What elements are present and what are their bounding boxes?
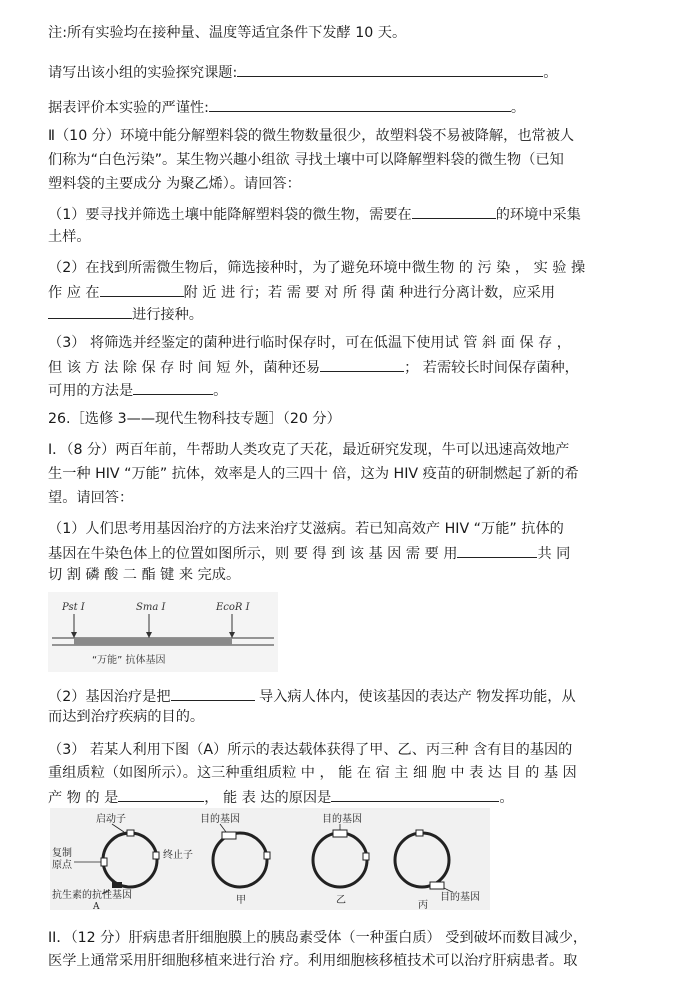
antibody-gene-label: “万能” 抗体基因 [92, 655, 166, 666]
section2-q1-text2: 的环境中采集 [495, 207, 581, 223]
q26-q3-line1: （3） 若某人利用下图（A）所示的表达载体获得了甲、乙、丙三种 含有目的基因的 [48, 742, 573, 758]
question-topic-end: 。 [543, 65, 558, 81]
plasmid-yi-label: 乙 [336, 895, 346, 906]
q26-q3-text: 产 物 的 是 [48, 790, 119, 806]
terminator-label: 终止子 [163, 850, 193, 861]
plasmid-jia-mark [264, 852, 270, 859]
section2-q2-text3: 进行接种。 [132, 307, 203, 323]
q26-q1-line3: 切 割 磷 酸 二 酯 键 来 完成。 [48, 567, 241, 583]
chromosome-gene-figure [48, 592, 278, 672]
enzyme-label-pst: Pst Ⅰ [62, 602, 85, 613]
section2-q2-text: 作 应 在 [48, 285, 100, 301]
section2-q1-line2: 土样。 [48, 229, 91, 245]
origin-label-line2: 原点 [52, 860, 72, 871]
promoter-label: 启动子 [96, 814, 126, 825]
section2-q3-line3 [48, 380, 227, 400]
section2-intro-line3: 塑料袋的主要成分 为聚乙烯）。请回答： [48, 176, 301, 192]
answer-blank-26q2[interactable] [171, 686, 255, 701]
answer-blank-s2q1[interactable] [412, 204, 496, 219]
q26-q1-text: 基因在牛染色体上的位置如图所示，则 要 得 到 该 基 因 需 要 用 [48, 546, 458, 562]
q26-q3-text2: ， 能 表 达的原因是 [204, 790, 332, 806]
answer-blank-rigor[interactable] [209, 97, 511, 112]
q26-q3-line2: 重组质粒（如图所示）。这三种重组质粒 中 ， 能 在 宿 主 细 胞 中 表 达 目 的 基 因 [48, 765, 577, 781]
plasmid-figure [50, 808, 490, 910]
enzyme-label-ecor: EcoR Ⅰ [216, 602, 250, 613]
q26-q2-line2: 而达到治疗疾病的目的。 [48, 709, 205, 725]
plasmid-a-promoter-mark [127, 830, 134, 836]
plasmid-bing-target-gene [430, 882, 444, 889]
q26-q2-line1 [48, 686, 576, 706]
section2-q3-end: 。 [213, 383, 228, 399]
section2-q2-line2 [48, 282, 555, 302]
section2-q3-line1: （3） 将筛选并经鉴定的菌种进行临时保存时，可在低温下使用试 管 斜 面 保 存 ， [48, 335, 571, 351]
q26-part1-line3: 望。请回答： [48, 490, 134, 506]
resistance-gene-label: 抗生素的抗性基因 [52, 890, 132, 901]
answer-blank-26q3b[interactable] [331, 787, 499, 802]
plasmid-jia-target-gene [222, 832, 236, 839]
plasmid-a-label: A [93, 902, 100, 910]
target-gene-label-yi: 目的基因 [322, 814, 362, 825]
answer-blank-s2q2a[interactable] [100, 282, 184, 297]
q26-q3-line3 [48, 787, 514, 807]
q26-q2-text: （2）基因治疗是把 [48, 689, 171, 705]
plasmid-a-resistance-mark [112, 882, 122, 888]
plasmid-bing-label: 丙 [418, 900, 428, 910]
q26-part2-line2: 医学上通常采用肝细胞移植来进行治 疗。利用细胞核移植技术可以治疗肝病患者。取 [48, 953, 578, 969]
section2-q3-text3: 可用的方法是 [48, 383, 134, 399]
section2-q3-text: 但 该 方 法 除 保 存 时 间 短 外，菌种还易 [48, 360, 321, 376]
answer-blank-s2q3a[interactable] [320, 357, 404, 372]
enzyme-label-sma: Sma Ⅰ [136, 602, 166, 613]
question-rigor-label: 据表评价本实验的严谨性: [48, 100, 209, 116]
answer-blank-26q3a[interactable] [118, 787, 204, 802]
plasmid-a-terminator-mark [153, 852, 159, 859]
origin-label-line1: 复制 [52, 848, 72, 859]
section2-q3-line2 [48, 357, 579, 377]
section2-q2-line1: （2）在找到所需微生物后，筛选接种时，为了避免环境中微生物 的 污 染 ， 实 验 操 [48, 260, 586, 276]
question-rigor-end: 。 [510, 100, 526, 116]
plasmid-yi-mark [363, 853, 369, 860]
question-topic-label: 请写出该小组的实验探究课题: [48, 65, 238, 81]
plasmid-bing-mark [416, 830, 423, 836]
q26-q3-end: 。 [499, 790, 514, 806]
section2-q1-text: （1）要寻找并筛选土壤中能降解塑料袋的微生物，需要在 [48, 207, 412, 223]
q26-q1-line1: （1）人们思考用基因治疗的方法来治疗艾滋病。若已知高效产 HIV “万能” 抗体的 [48, 521, 564, 537]
section2-q3-text2: ； 若需较长时间保存菌种， [404, 360, 579, 376]
q26-part2-line1: II．（12 分）肝病患者肝细胞膜上的胰岛素受体（一种蛋白质） 受到破坏而数目减少， [48, 930, 588, 946]
plasmid-yi-target-gene [333, 830, 347, 837]
plasmid-a-origin-mark [101, 858, 107, 866]
answer-blank-s2q3b[interactable] [133, 380, 213, 395]
q26-q2-text2: 导入病人体内，使该基因的表达产 物发挥功能，从 [259, 689, 576, 705]
answer-blank-26q1[interactable] [457, 543, 537, 558]
question-topic [48, 62, 557, 82]
q26-q1-text2: 共 同 [537, 546, 571, 562]
q26-part1-line1: I．（8 分）两百年前，牛帮助人类攻克了天花，最近研究发现，牛可以迅速高效地产 [48, 442, 570, 458]
target-gene-label-jia: 目的基因 [200, 814, 240, 825]
answer-blank-topic[interactable] [237, 62, 543, 77]
question-rigor [48, 97, 525, 117]
plasmid-jia-label: 甲 [236, 895, 246, 906]
section2-intro-line1: Ⅱ（10 分）环境中能分解塑料袋的微生物数量很少，故塑料袋不易被降解，也常被人 [48, 128, 575, 144]
target-gene-label-bing: 目的基因 [440, 892, 480, 903]
q26-part1-line2: 生一种 HIV “万能” 抗体，效率是人的三四十 倍，这为 HIV 疫苗的研制燃起了新的希 [48, 466, 579, 482]
section2-intro-line2: 们称为“白色污染”。某生物兴趣小组欲 寻找土壤中可以降解塑料袋的微生物（已知 [48, 152, 564, 168]
q26-header: 26.［选修 3——现代生物科技专题］（20 分） [48, 411, 341, 427]
section2-q1-line1 [48, 204, 581, 224]
section2-q2-line3 [48, 304, 203, 324]
answer-blank-s2q2b[interactable] [48, 304, 132, 319]
section2-q2-text2: 附 近 进 行；若 需 要 对 所 得 菌 种进行分离计数，应采用 [183, 285, 556, 301]
antibody-gene-segment [74, 638, 232, 645]
experiment-note: 注:所有实验均在接种量、温度等适宜条件下发酵 10 天。 [48, 25, 407, 41]
q26-q1-line2 [48, 543, 570, 563]
